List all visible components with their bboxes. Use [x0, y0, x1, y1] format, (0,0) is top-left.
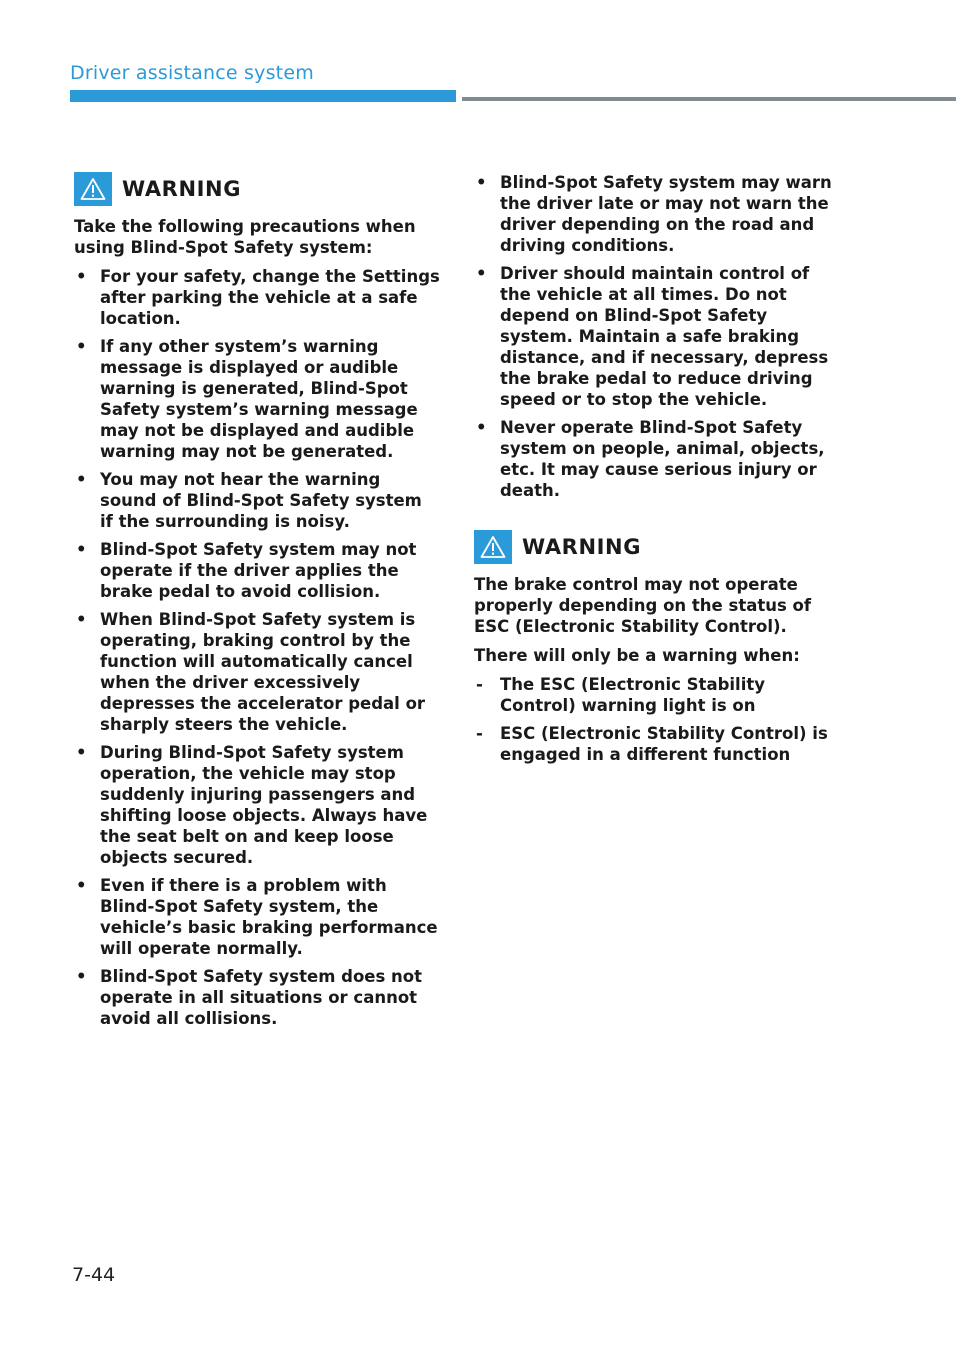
header-accent-bar — [70, 90, 456, 102]
warning-label: WARNING — [522, 535, 642, 559]
bullet-icon: • — [476, 173, 487, 192]
warning-label: WARNING — [122, 177, 242, 201]
list-item: • You may not hear the warning sound of Blind-Spot Safety system if the surrounding is noisy. — [76, 470, 422, 531]
list-item: - The ESC (Electronic Stability Control) warning light is on — [476, 675, 765, 715]
left-column — [74, 172, 440, 1036]
list-item: • If any other system’s warning message is displayed or audible warning is generated, Blind-Spot Safety system’s warning message may not be displayed and audible warning may not be generated. — [76, 337, 418, 461]
list-item: • For your safety, change the Settings after parking the vehicle at a safe location. — [76, 267, 440, 328]
warning-triangle-icon — [474, 530, 512, 564]
list-item: • Blind-Spot Safety system may not operate if the driver applies the brake pedal to avoid collision. — [76, 540, 417, 601]
list-item: • Even if there is a problem with Blind-Spot Safety system, the vehicle’s basic braking performance will operate normally. — [76, 876, 438, 958]
dash-icon: - — [476, 675, 483, 694]
bullet-icon: • — [76, 470, 87, 489]
page-number: 7-44 — [72, 1264, 116, 1286]
bullet-icon: • — [76, 267, 87, 286]
bullet-icon: • — [76, 610, 87, 629]
warning-intro: The brake control may not operate properly depending on the status of ESC (Electronic Stability Control). — [474, 575, 812, 636]
list-item: • During Blind-Spot Safety system operation, the vehicle may stop suddenly injuring passengers and shifting loose objects. Always have the seat belt on and keep loose objects secured. — [76, 743, 428, 867]
warning-heading-2 — [474, 530, 844, 564]
list-item: • Never operate Blind-Spot Safety system on people, animal, objects, etc. It may cause serious injury or death. — [476, 418, 825, 500]
dash-icon: - — [476, 724, 483, 743]
list-item: • Driver should maintain control of the vehicle at all times. Do not depend on Blind-Spot Safety system. Maintain a safe braking distance, and if necessary, depress the brake pedal to reduce driving speed or to stop the vehicle. — [476, 264, 829, 409]
bullet-icon: • — [476, 264, 487, 283]
header-rule — [462, 97, 956, 101]
warning-list-right — [474, 172, 844, 501]
bullet-icon: • — [76, 876, 87, 895]
list-item: • Blind-Spot Safety system does not operate in all situations or cannot avoid all collisions. — [76, 967, 423, 1028]
right-column — [474, 172, 844, 772]
section-spacer — [474, 508, 844, 530]
bullet-icon: • — [476, 418, 487, 437]
page-header-title: Driver assistance system — [70, 62, 314, 84]
warning-list-left — [74, 266, 440, 1029]
list-item: • Blind-Spot Safety system may warn the driver late or may not warn the driver depending on the road and driving conditions. — [476, 173, 832, 255]
condition-list — [474, 674, 844, 765]
bullet-icon: • — [76, 967, 87, 986]
bullet-icon: • — [76, 743, 87, 762]
bullet-icon: • — [76, 540, 87, 559]
warning-heading-1 — [74, 172, 440, 206]
list-item: - ESC (Electronic Stability Control) is engaged in a different function — [476, 724, 828, 764]
bullet-icon: • — [76, 337, 87, 356]
warning-condition-intro: There will only be a warning when: — [474, 646, 800, 665]
list-item: • When Blind-Spot Safety system is operating, braking control by the function will automatically cancel when the driver excessively depresses the accelerator pedal or sharply steers the vehicle. — [76, 610, 426, 734]
warning-triangle-icon — [74, 172, 112, 206]
warning-intro: Take the following precautions when using Blind-Spot Safety system: — [74, 217, 416, 257]
